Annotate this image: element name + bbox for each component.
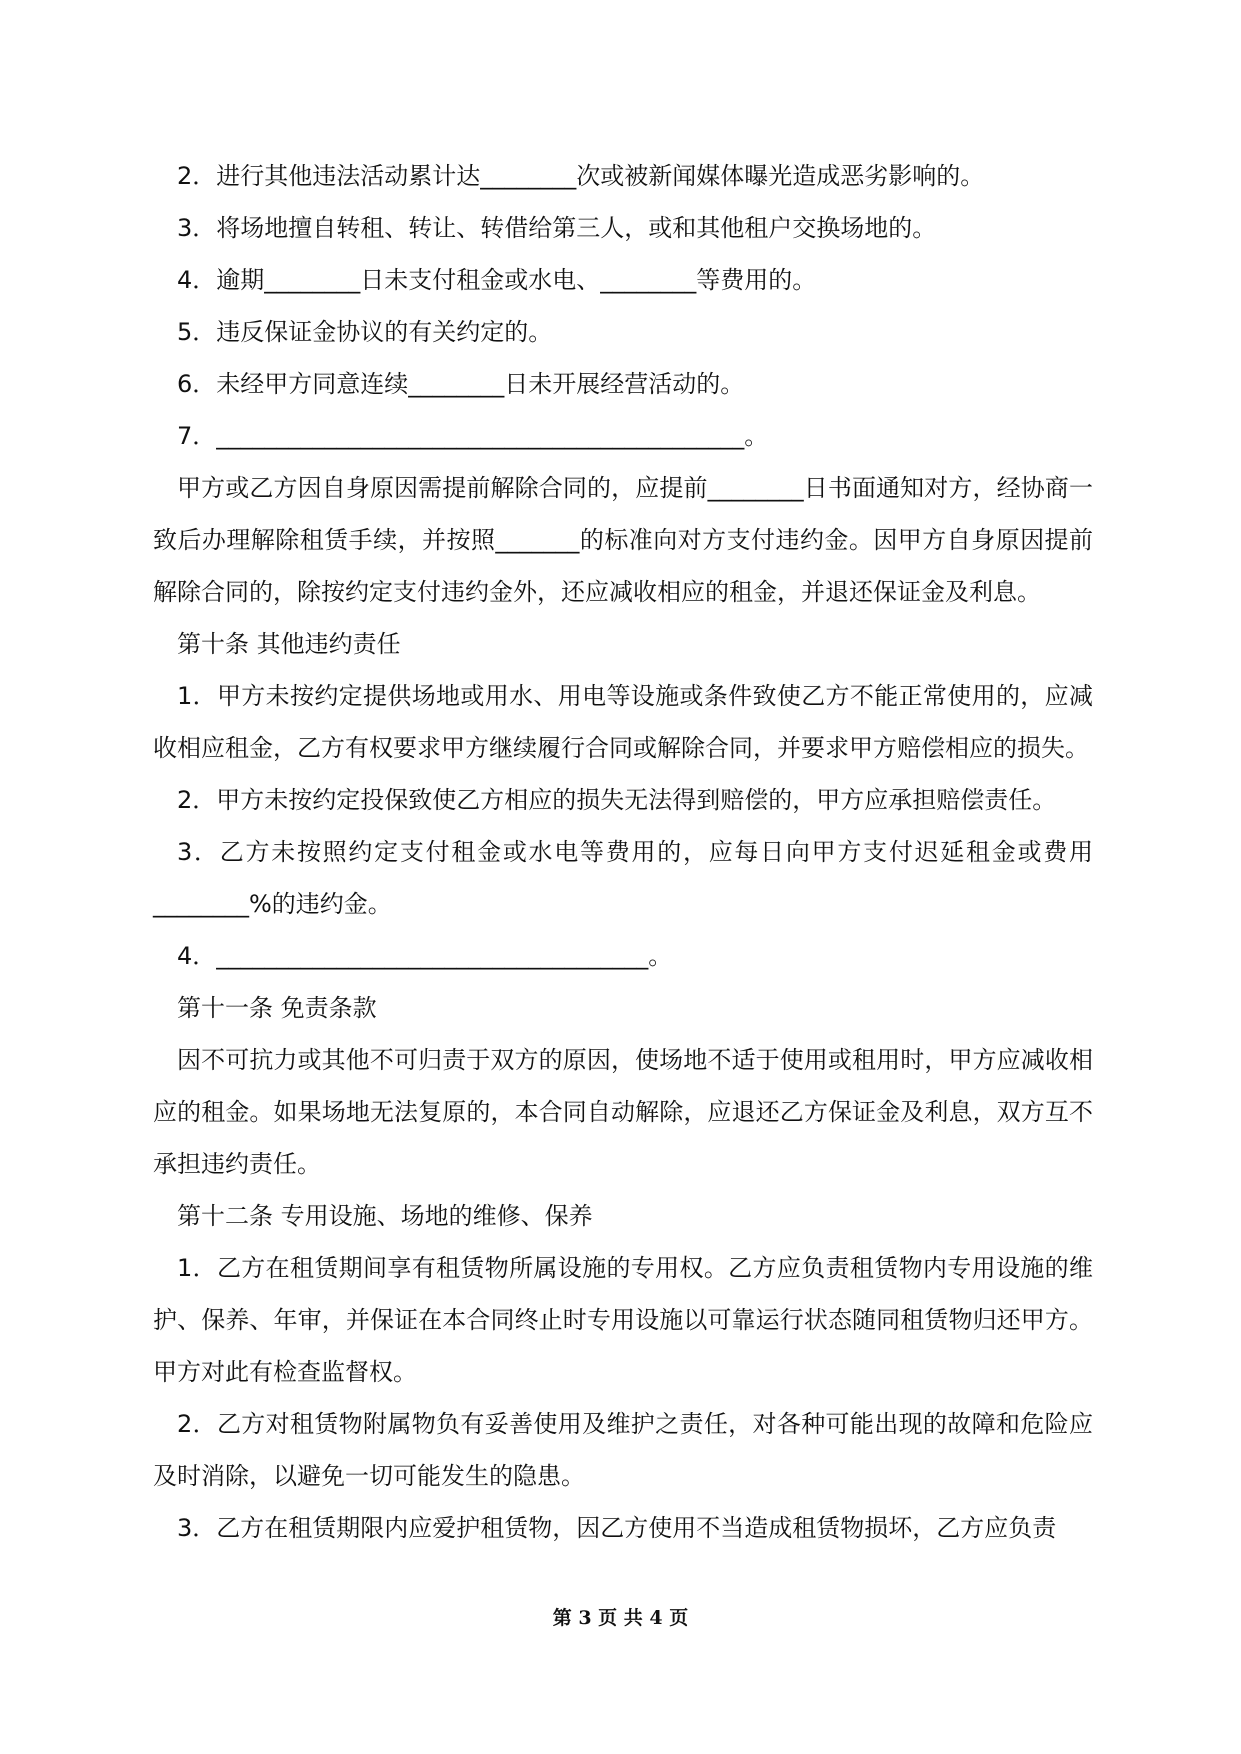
paragraph-item-7: 7．____________________________________________。: [177, 422, 769, 450]
paragraph-article-12-item-3: 3．乙方在租赁期限内应爱护租赁物，因乙方使用不当造成租赁物损坏，乙方应负责: [177, 1514, 1057, 1542]
paragraph-article-12-item-1: 1．乙方在租赁期间享有租赁物所属设施的专用权。乙方应负责租赁物内专用设施的维护、保养、年审，并保证在本合同终止时专用设施以可靠运行状态随同租赁物归还甲方。甲方对此有检查监督权。: [153, 1254, 1093, 1386]
paragraph-item-3: 3．将场地擅自转租、转让、转借给第三人，或和其他租户交换场地的。: [177, 214, 937, 242]
paragraph-item-5: 5．违反保证金协议的有关约定的。: [177, 318, 553, 346]
paragraph-early-termination: 甲方或乙方因自身原因需提前解除合同的，应提前________日书面通知对方，经协商一致后办理解除租赁手续，并按照_______的标准向对方支付违约金。因甲方自身原因提前解除合同的，除按约定支付违约金外，还应减收相应的租金，并退还保证金及利息。: [153, 474, 1093, 606]
section-heading-article-12: 第十二条 专用设施、场地的维修、保养: [177, 1202, 593, 1230]
paragraph-item-4: 4．逾期________日未支付租金或水电、________等费用的。: [177, 266, 817, 294]
paragraph-article-10-item-3: 3．乙方未按照约定支付租金或水电等费用的，应每日向甲方支付迟延租金或费用________%的违约金。: [153, 838, 1093, 918]
section-heading-article-10: 第十条 其他违约责任: [177, 630, 401, 658]
document-body: [153, 150, 1093, 1554]
paragraph-article-11-body: 因不可抗力或其他不可归责于双方的原因，使场地不适于使用或租用时，甲方应减收相应的租金。如果场地无法复原的，本合同自动解除，应退还乙方保证金及利息，双方互不承担违约责任。: [153, 1046, 1093, 1178]
paragraph-item-2: 2．进行其他违法活动累计达________次或被新闻媒体曝光造成恶劣影响的。: [177, 162, 985, 190]
paragraph-article-10-item-4: 4．____________________________________。: [177, 942, 673, 970]
page-footer: 第 3 页 共 4 页: [552, 1607, 689, 1629]
paragraph-article-10-item-2: 2．甲方未按约定投保致使乙方相应的损失无法得到赔偿的，甲方应承担赔偿责任。: [177, 786, 1057, 814]
paragraph-article-12-item-2: 2．乙方对租赁物附属物负有妥善使用及维护之责任，对各种可能出现的故障和危险应及时消除，以避免一切可能发生的隐患。: [153, 1410, 1093, 1490]
section-heading-article-11: 第十一条 免责条款: [177, 994, 377, 1022]
paragraph-item-6: 6．未经甲方同意连续________日未开展经营活动的。: [177, 370, 745, 398]
paragraph-article-10-item-1: 1．甲方未按约定提供场地或用水、用电等设施或条件致使乙方不能正常使用的，应减收相应租金，乙方有权要求甲方继续履行合同或解除合同，并要求甲方赔偿相应的损失。: [153, 682, 1093, 762]
